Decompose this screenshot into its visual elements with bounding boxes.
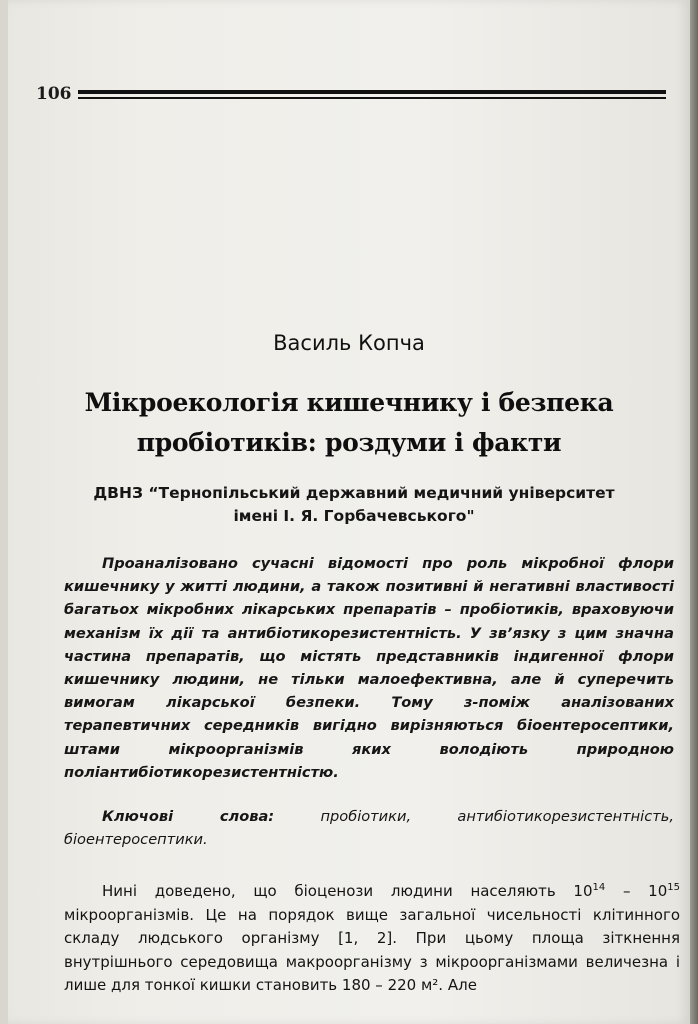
body-superscript-1: 14	[592, 882, 606, 893]
header-rule	[78, 90, 667, 99]
article-keywords	[64, 805, 674, 851]
keywords-text: пробіотики, антибіотикорезистентність, біоентеросептики.	[64, 808, 675, 848]
body-text-part-1: Нині доведено, що біоценози людини населяють 10	[102, 882, 593, 900]
article-abstract: Проаналізовано сучасні відомості про роль мікробної флори кишечнику у житті людини, а також позитивні й негативні властивості багатьох мікробних лікарських препаратів – пробіотиків, враховуючи механізм їх дії та антибіотикорезистентність. У зв’язку з цим значна частина препаратів, що містять представників індигенної флори кишечнику людини, не тільки малоефективна, але й суперечить вимогам лікарської безпеки. Тому з-поміж аналізованих терапевтичних середників вигідно вирізняються біоентеросептики, штами мікроорганізмів яких володіють природною поліантибіотикорезистентністю.	[64, 555, 674, 781]
page-number: 106	[36, 84, 72, 104]
book-spine-edge	[690, 0, 698, 1024]
article-author: Василь Копча	[273, 331, 425, 355]
article-affiliation	[48, 482, 660, 528]
page-header	[36, 84, 666, 104]
article-title: Мікроекологія кишечнику і безпека пробіотиків: роздуми і факти	[84, 388, 614, 457]
keywords-label: Ключові слова:	[102, 808, 275, 825]
body-paragraph	[64, 880, 680, 998]
body-text-part-2: – 10	[605, 882, 668, 900]
affiliation-line-1: ДВНЗ “Тернопільський державний медичний університет	[93, 484, 615, 502]
body-superscript-2: 15	[667, 882, 680, 893]
book-page	[8, 0, 690, 1024]
body-text-part-3: мікроорганізмів. Це на порядок вище загальної чисельності клітинного складу людського організму [1, 2]. При цьому площа зіткнення внутрішнього середовища макроорганізму з мікроорганізмами величезна і лише для тонкої кишки становить 180 – 220 м². Але	[64, 905, 680, 995]
affiliation-line-2: імені І. Я. Горбачевського"	[233, 507, 475, 525]
